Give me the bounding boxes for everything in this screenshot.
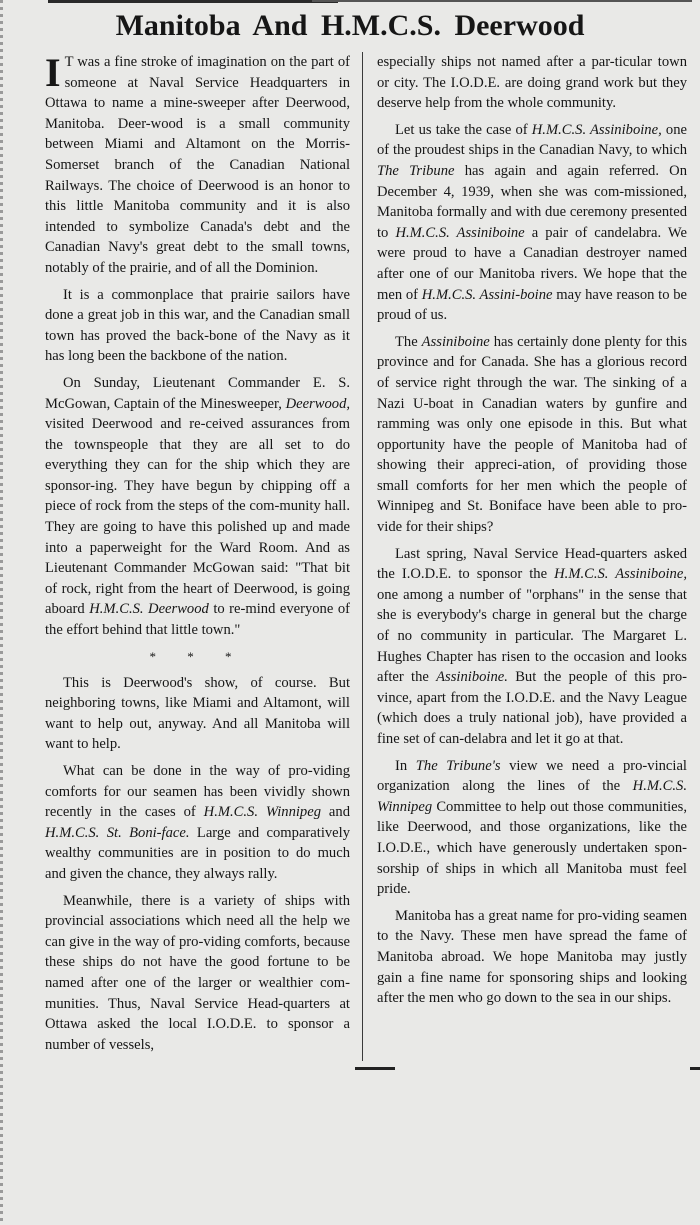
newspaper-name: The Tribune: [377, 162, 455, 179]
top-rule: [312, 0, 692, 2]
bottom-rules: [0, 1067, 700, 1073]
paragraph: [377, 544, 687, 750]
paragraph: [377, 120, 687, 326]
paragraph-text: has certainly done plenty for this province and for Canada. She has a glorious record of service right through the war. The sinking of a Nazi U-boat in Canadian waters by gunfire and ramming was only one episode in this. But what opportunity have the people of Manitoba had of showing their appreci-ation, of providing those small comforts for her men which the people of Winnipeg and St. Boniface have been able to pro-vide for their ships?: [377, 333, 687, 536]
paragraph-text: Committee to help out those communities, like Deerwood, and those organizations, like the I.O.D.E., which have generously undertaken spon-sorship of ships in which all Manitoba must feel pride.: [377, 798, 687, 898]
ship-name: H.M.C.S. Assini-boine: [421, 286, 553, 303]
paragraph-text: has again and again referred. On December 4, 1939, when she was com-missioned, Manitoba formally and with due ceremony presented to: [377, 162, 687, 241]
paragraph-text: visited Deerwood and re-ceived assurances from the townspeople that they are all set to do everything they can for the ship which they are sponsor-ing. They have begun by chipping off a piece of rock from the steps of the com-munity hall. They are going to have this polished up and made into a paperweight for the Ward Room. And as Lieutenant Commander McGowan said: "That bit of rock, right from the heart of Deerwood, is going aboard: [45, 416, 350, 618]
paragraph-text: a pair of candelabra. We were proud to have a Canadian destroyer named after one of our Manitoba rivers. We hope that the men of: [377, 224, 688, 303]
ship-name: H.M.C.S. Winnipeg: [377, 778, 687, 815]
bottom-rule: [690, 1067, 700, 1070]
paragraph: [377, 332, 687, 538]
paragraph: Manitoba has a great name for pro-viding seamen to the Navy. These men have spread the fame of Manitoba abroad. We hope Manitoba may justly gain a fine name for sponsoring ships and looking after the men who go down to the sea in our ships.: [377, 907, 687, 1007]
right-column: [363, 52, 687, 1015]
paragraph: especially ships not named after a par-ticular town or city. The I.O.D.E. are doing grand work but they deserve help from the whole community.: [377, 54, 687, 112]
article-body: [0, 52, 700, 1067]
paragraph-text: may have reason to be proud of us.: [377, 286, 688, 324]
newspaper-name: The Tribune's: [415, 757, 501, 774]
paragraph-text: The: [395, 333, 418, 350]
paragraph: [45, 761, 350, 885]
ship-name: H.M.C.S. Assiniboine,: [531, 121, 662, 138]
paragraph-text: On Sunday, Lieutenant Commander E. S. McGowan, Captain of the Minesweeper,: [45, 374, 350, 412]
paragraph-text: In: [395, 757, 408, 774]
paragraph-text: one of the proudest ships in the Canadian Navy, to which: [377, 121, 687, 159]
section-separator: * * *: [149, 648, 246, 664]
ship-name: Assiniboine.: [436, 669, 508, 686]
ship-name: Assiniboine: [421, 333, 490, 350]
headline: Manitoba And H.M.C.S. Deerwood: [115, 9, 585, 42]
ship-name: H.M.C.S. Deerwood: [89, 601, 209, 618]
drop-cap: I: [45, 50, 61, 95]
paragraph-text: But the people of this pro-vince, apart from the I.O.D.E. and the Navy League (which does a truly national job), have provided a fine set of can-delabra and let it go at that.: [377, 669, 687, 747]
top-rule: [48, 0, 338, 3]
paragraph: [45, 52, 350, 279]
paragraph-text: Let us take the case of: [395, 121, 528, 138]
bottom-rule: [355, 1067, 395, 1070]
ship-name: H.M.C.S. St. Boni-face.: [45, 824, 190, 841]
paragraph-text: T was a fine stroke of imagination on the part of someone at Naval Service Headquarters in Ottawa to name a mine-sweeper after Deerwood, Manitoba. Deer-wood is a small community between Miami and Altamont on the Morris-Somerset branch of the Canadian National Railways. The choice of Deerwood is an honor to this little Manitoba community and it is also intended to symbolize Canada's debt and the Canadian Navy's great debt to the small towns, notably of the prairie, and of all the Dominion.: [45, 54, 350, 276]
ship-name: H.M.C.S. Winnipeg: [203, 804, 322, 821]
paragraph-text: view we need a pro-vincial organization along the lines of the: [377, 757, 687, 795]
paragraph-text: and: [328, 804, 350, 821]
ship-name: H.M.C.S. Assiniboine: [395, 224, 525, 241]
paragraph: [45, 373, 350, 641]
paragraph: This is Deerwood's show, of course. But neighboring towns, like Miami and Altamont, will want to help out, anyway. And all Manitoba will want to help.: [45, 674, 350, 753]
paragraph-text: What can be done in the way of pro-viding comforts for our seamen has been vividly shown recently in the cases of: [45, 763, 350, 821]
paragraph: Meanwhile, there is a variety of ships with provincial associations which need all the help we can give in the way of pro-viding comforts, because these ships do not have the good fortune to be named after one of the larger or wealthier com-munities. Thus, Naval Service Head-quarters at Ottawa asked the local I.O.D.E. to sponsor a number of vessels,: [45, 892, 350, 1053]
paragraph-text: Last spring, Naval Service Head-quarters asked the I.O.D.E. to sponsor the: [377, 545, 687, 583]
paragraph-text: Large and comparatively wealthy communities are in position to do much and given the chance, they always rally.: [45, 824, 351, 882]
paragraph-text: to re-mind everyone of the effort behind that little town.": [45, 601, 350, 639]
clipping-left-edge: [0, 0, 3, 1225]
paragraph: [377, 756, 687, 900]
left-column: [45, 52, 362, 1061]
paragraph-text: one among a number of "orphans" in the sense that she is everybody's charge in general but the charge of no community in particular. The Margaret L. Hughes Chapter has risen to the occasion and looks after the: [377, 586, 687, 686]
ship-name: Deerwood,: [285, 395, 351, 412]
paragraph: It is a commonplace that prairie sailors have done a great job in this war, and the Canadian small town has proved the back-bone of the Navy as it has long been the backbone of the nation.: [45, 286, 350, 365]
ship-name: H.M.C.S. Assiniboine,: [554, 566, 687, 583]
